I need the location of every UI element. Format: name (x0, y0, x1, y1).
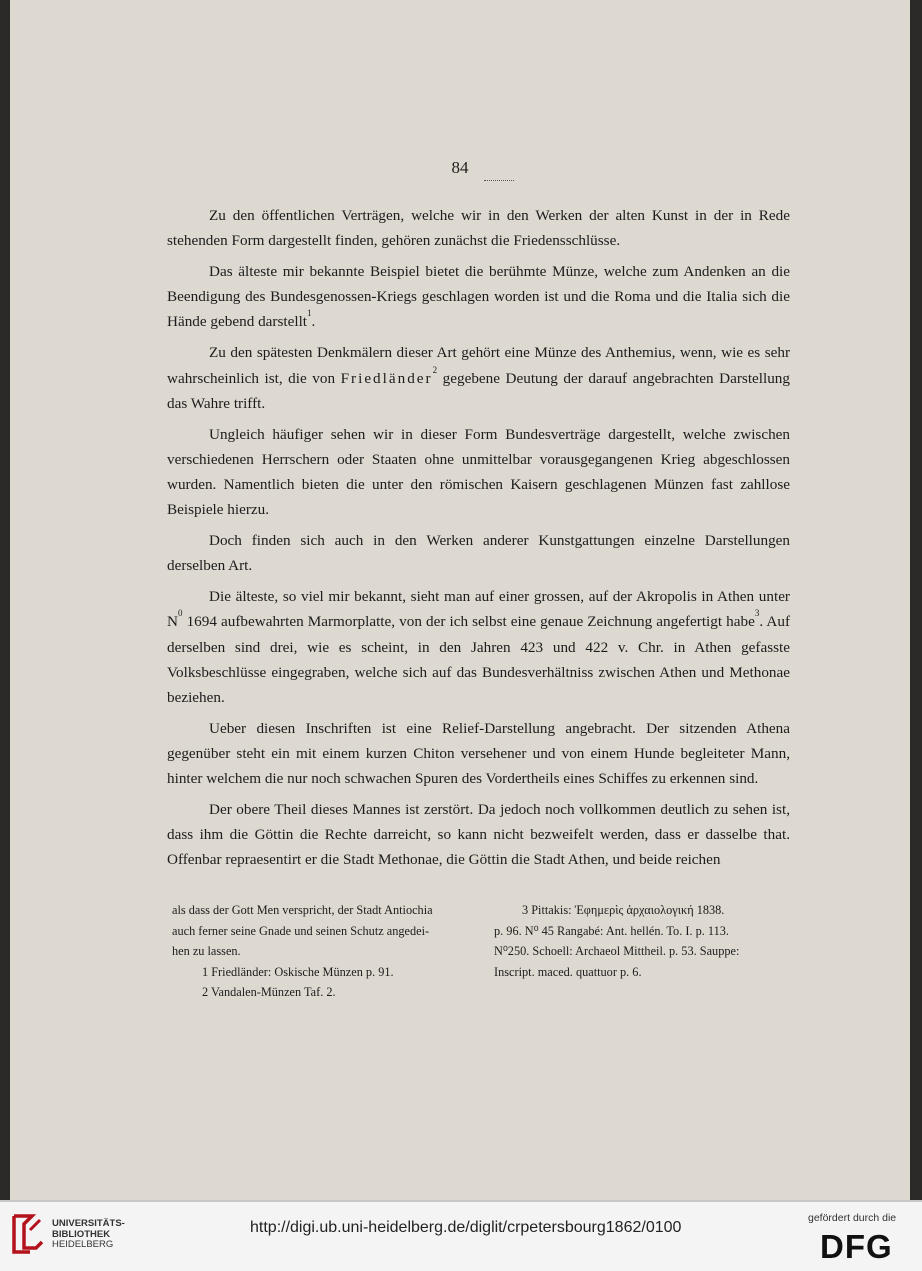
paragraph-3-text: Zu den spätesten Denkmälern dieser Art gehört eine Münze des Anthemius, wenn, wie es sehr wahrscheinlich ist, die von (167, 344, 790, 387)
dfg-logo: DFG (820, 1228, 893, 1265)
university-library-logo-icon (10, 1212, 46, 1256)
degree-mark: 0 (177, 608, 183, 619)
page-number-ornament (484, 176, 514, 181)
viewer-footer (0, 1200, 922, 1271)
footnote-ref-1: 1 (307, 308, 312, 319)
body-text (167, 203, 790, 878)
library-name-line-3: HEIDELBERG (52, 1239, 114, 1250)
paragraph-2-text: Das älteste mir bekannte Beispiel bietet die berühmte Münze, welche zum Andenken an die Beendigung des Bundesgenossen-Kriegs geschlagen worden ist und die Roma und die Italia sich die Hände gebend darstellt (167, 263, 790, 331)
paragraph-5: Doch finden sich auch in den Werken anderer Kunstgattungen einzelne Darstellungen derselben Art. (167, 532, 790, 575)
paragraph-4: Ungleich häufiger sehen wir in dieser Form Bundesverträge dargestellt, welche zwischen verschiedenen Herrschern oder Staaten ohne unmittelbar vorausgegangenen Krieg abgeschlossen wurden. Namentlich bieten die unter den römischen Kaisern geschlagenen Münzen fast zahllose Beispiele hierzu. (167, 425, 790, 519)
paragraph-6 (167, 584, 790, 709)
paragraph-7: Ueber diesen Inschriften ist eine Relief-Darstellung angebracht. Der sitzenden Athena gegenüber steht ein mit einem kurzen Chiton versehener und von einem Hunde begleiteter Mann, hinter welchem die nur noch schwachen Spuren des Vordertheils eines Schiffes zu erkennen sind. (167, 719, 790, 787)
footnote-1: 1 Friedländer: Oskische Münzen p. 91. (202, 964, 394, 979)
paragraph-6-text: Die älteste, so viel mir bekannt, sieht man auf einer grossen, auf der Akropolis in Athen unter N (167, 588, 790, 631)
paragraph-6-text-b: aufbewahrten Marmorplatte, von der ich selbst eine genaue Zeichnung angefertigt habe (221, 613, 755, 631)
library-name (52, 1219, 125, 1251)
funding-caption: gefördert durch die (808, 1212, 897, 1224)
paragraph-8: Der obere Theil dieses Mannes ist zerstört. Da jedoch noch vollkommen deutlich zu sehen ist, dass ihm die Göttin die Rechte darreicht, so kann nicht bezweifelt werden, dass er dasselbe that. Offenbar repraesentirt er die Stadt Methonae, die Göttin die Stadt Athen, und beide reichen (167, 801, 790, 869)
footnote-left-line: hen zu lassen. (172, 944, 241, 958)
author-friedlaender: Friedländer (340, 369, 433, 387)
paragraph-2: Das älteste mir bekannte Beispiel bietet die berühmte Münze, welche zum Andenken an die Beendigung des Bundesgenossen-Kriegs geschlagen worden ist und die Roma und die Italia sich die Hände gebend darstellt$^1$. (167, 263, 790, 331)
footnote-right-line: p. 96. N⁰ 45 Rangabé: Ant. hellén. To. I. p. 113. (494, 923, 729, 938)
footnote-right-line: N⁰250. Schoell: Archaeol Mittheil. p. 53. Sauppe: (494, 944, 740, 958)
inventory-number: 1694 (186, 613, 217, 631)
library-name-line-2: BIBLIOTHEK (52, 1228, 111, 1240)
paragraph-1: Zu den öffentlichen Verträgen, welche wir in den Werken der alten Kunst in der in Rede stehenden Form dargestellt finden, gehören zunächst die Friedensschlüsse. (167, 207, 790, 250)
paragraph-6-text-c: . Auf derselben sind drei, wie es scheint, in den Jahren 423 und 422 v. Chr. in Athen gefasste Volksbeschlüsse eingegraben, welche sich auf das Bundesverhältniss zwischen Athen und Methonae beziehen. (167, 613, 791, 706)
paragraph-3-text-b: gegebene Deutung der darauf angebrachten Darstellung das Wahre trifft. (167, 369, 790, 412)
library-name-line-1: UNIVERSITÄTS- (52, 1218, 125, 1229)
footnote-ref-2: 2 (432, 364, 438, 375)
footnote-2: 2 Vandalen-Münzen Taf. 2. (202, 985, 336, 999)
footnote-3: 3 Pittakis: Ἐφημερὶς ἀρχαιολογική 1838. (522, 903, 725, 917)
paragraph-3 (167, 340, 790, 415)
footnote-left-line: als dass der Gott Men verspricht, der Stadt Antiochia (172, 903, 433, 917)
footnote-right-line: Inscript. maced. quattuor p. 6. (494, 964, 642, 979)
permalink[interactable]: http://digi.ub.uni-heidelberg.de/diglit/crpetersbourg1862/0100 (250, 1219, 682, 1236)
footnotes-right (494, 900, 794, 982)
footnote-ref-3: 3 (754, 608, 760, 619)
footnotes-left (172, 900, 482, 1003)
page-number: 84 (451, 158, 469, 177)
footnote-left-line: auch ferner seine Gnade und seinen Schutz angedei- (172, 923, 430, 938)
